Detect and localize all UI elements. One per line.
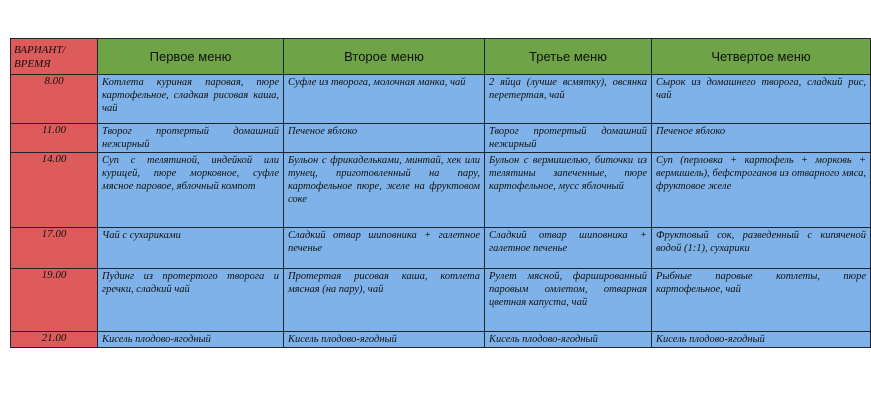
menu-cell: Бульон с фрикадельками, минтай, хек или тунец, приготовленный на пару, картофельное пюре, желе на фруктовом соке xyxy=(284,153,485,228)
menu-cell: Творог протертый домашний нежирный xyxy=(485,124,652,153)
menu-cell: Сладкий отвар шиповника + галетное печенье xyxy=(485,228,652,269)
menu-header-1: Первое меню xyxy=(98,39,284,75)
menu-cell: Суфле из творога, молочная манка, чай xyxy=(284,75,485,124)
menu-cell: Сладкий отвар шиповника + галетное печенье xyxy=(284,228,485,269)
diet-menu-table xyxy=(10,38,871,348)
menu-cell: Кисель плодово-ягодный xyxy=(652,332,871,348)
table-row xyxy=(11,75,871,124)
table-row xyxy=(11,269,871,332)
menu-cell: Кисель плодово-ягодный xyxy=(284,332,485,348)
menu-cell: Бульон с вермишелью, биточки из телятины запеченные, пюре картофельное, мусс яблочный xyxy=(485,153,652,228)
corner-header: ВАРИАНТ/ВРЕМЯ xyxy=(11,39,98,75)
menu-cell: Фруктовый сок, разведенный с кипяченой водой (1:1), сухарики xyxy=(652,228,871,269)
table-row xyxy=(11,124,871,153)
table-row xyxy=(11,153,871,228)
time-cell: 8.00 xyxy=(11,75,98,124)
menu-cell: Кисель плодово-ягодный xyxy=(485,332,652,348)
menu-cell: Рулет мясной, фаршированный паровым омлетом, отварная цветная капуста, чай xyxy=(485,269,652,332)
time-cell: 17.00 xyxy=(11,228,98,269)
menu-cell: Чай с сухариками xyxy=(98,228,284,269)
menu-cell: Рыбные паровые котлеты, пюре картофельное, чай xyxy=(652,269,871,332)
menu-header-4: Четвертое меню xyxy=(652,39,871,75)
menu-cell: Печеное яблоко xyxy=(284,124,485,153)
table-row xyxy=(11,228,871,269)
menu-cell: Печеное яблоко xyxy=(652,124,871,153)
menu-cell: Протертая рисовая каша, котлета мясная (на пару), чай xyxy=(284,269,485,332)
menu-cell: Суп (перловка + картофель + морковь + вермишель), бефстроганов из отварного мяса, фруктовое желе xyxy=(652,153,871,228)
menu-cell: Суп с телятиной, индейкой или курицей, пюре морковное, суфле мясное паровое, яблочный компот xyxy=(98,153,284,228)
time-cell: 14.00 xyxy=(11,153,98,228)
menu-cell: Сырок из домашнего творога, сладкий рис, чай xyxy=(652,75,871,124)
table-row xyxy=(11,332,871,348)
menu-header-2: Второе меню xyxy=(284,39,485,75)
menu-cell: Творог протертый домашний нежирный xyxy=(98,124,284,153)
time-cell: 11.00 xyxy=(11,124,98,153)
diet-menu-table-container xyxy=(10,38,866,349)
menu-header-3: Третье меню xyxy=(485,39,652,75)
menu-cell: Котлета куриная паровая, пюре картофельное, сладкая рисовая каша, чай xyxy=(98,75,284,124)
menu-cell: 2 яйца (лучше всмятку), овсянка перетертая, чай xyxy=(485,75,652,124)
menu-cell: Пудинг из протертого творога и гречки, сладкий чай xyxy=(98,269,284,332)
time-cell: 21.00 xyxy=(11,332,98,348)
time-cell: 19.00 xyxy=(11,269,98,332)
header-row xyxy=(11,39,871,75)
menu-cell: Кисель плодово-ягодный xyxy=(98,332,284,348)
